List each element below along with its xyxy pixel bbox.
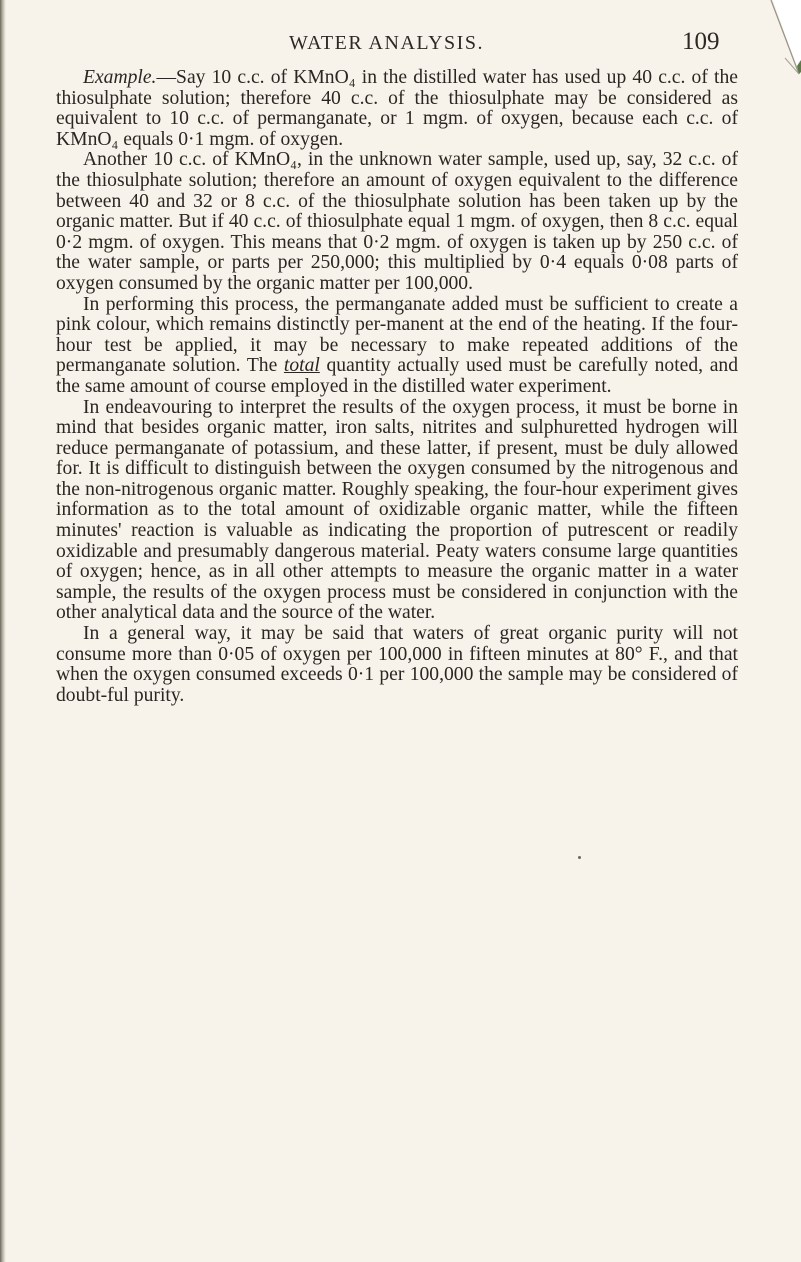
- paragraph-general-way: [56, 624, 738, 706]
- paragraph-interpret-results: [56, 398, 738, 625]
- paragraph-text-after: quantity actually used must be carefully noted, and the same amount of course employed in the distilled water experiment.: [56, 355, 738, 397]
- example-label: Example.: [83, 67, 157, 88]
- running-head: [0, 28, 801, 68]
- paragraph-text: —Say 10 c.c. of KMnO₄ in the distilled water has used up 40 c.c. of the thiosulphate solution; therefore 40 c.c. of the thiosulphate may be considered as equivalent to 10 c.c. of permanganate, or 1 mgm. of oxygen, because each c.c. of KMnO₄ equals 0·1 mgm. of oxygen.: [56, 67, 738, 150]
- paragraph-text: In endeavouring to interpret the results of the oxygen process, it must be borne in mind that besides organic matter, iron salts, nitrites and sulphuretted hydrogen will reduce permanganate of potassium, and these latter, if present, must be duly allowed for. It is difficult to distinguish between the oxygen consumed by the nitrogenous and the non-nitrogenous organic matter. Roughly speaking, the four-hour experiment gives information as to the total amount of oxidizable organic matter, while the fifteen minutes' reaction is valuable as indicating the proportion of putrescent or readily oxidizable and presumably dangerous material. Peaty waters consume large quantities of oxygen; hence, as in all other attempts to measure the organic matter in a water sample, the results of the oxygen process must be considered in conjunction with the other analytical data and the source of the water.: [56, 396, 738, 624]
- paragraph-text-before: In performing this process, the permanganate added must be sufficient to create a pink colour, which remains distinctly per-manent at the end of the heating. If the four-hour test be applied, it may be necessary to make repeated additions of the permanganate solution. The: [56, 293, 738, 377]
- page-binding-edge: [0, 0, 6, 1262]
- paragraph-performing-process: [56, 295, 738, 398]
- paragraph-example: [56, 68, 738, 150]
- emphasis-total: total: [283, 355, 320, 377]
- paragraph-another-sample: [56, 150, 738, 294]
- ink-speck: [578, 856, 581, 859]
- running-title: WATER ANALYSIS.: [289, 32, 484, 54]
- body-text: [56, 68, 738, 706]
- paragraph-text: Another 10 c.c. of KMnO₄, in the unknown water sample, used up, say, 32 c.c. of the thiosulphate solution; therefore an amount of oxygen equivalent to the difference between 40 and 32 or 8 c.c. of the thiosulphate solution has been taken up by the organic matter. But if 40 c.c. of thiosulphate equal 1 mgm. of oxygen, then 8 c.c. equal 0·2 mgm. of oxygen. This means that 0·2 mgm. of oxygen is taken up by 250 c.c. of the water sample, or parts per 250,000; this multiplied by 0·4 equals 0·08 parts of oxygen consumed by the organic matter per 100,000.: [56, 149, 738, 294]
- page-number: 109: [682, 28, 720, 55]
- paragraph-text: In a general way, it may be said that waters of great organic purity will not consume more than 0·05 of oxygen per 100,000 in fifteen minutes at 80° F., and that when the oxygen consumed exceeds 0·1 per 100,000 the sample may be considered of doubt-ful purity.: [56, 623, 738, 706]
